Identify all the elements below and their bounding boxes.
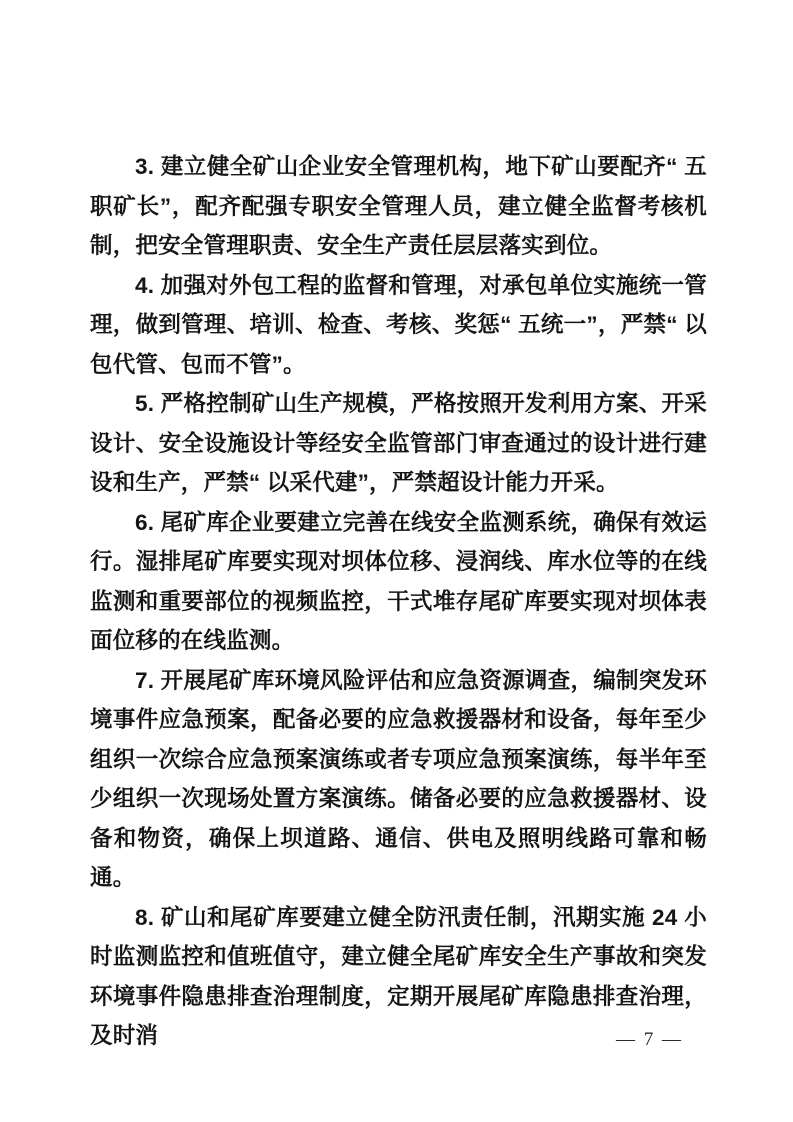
paragraph-8: 8. 矿山和尾矿库要建立健全防汛责任制，汛期实施 24 小时监测监控和值班值守，建立健全尾矿库安全生产事故和突发环境事件隐患排查治理制度，定期开展尾矿库隐患排查治理，及时消 xyxy=(90,904,707,1048)
document-body xyxy=(90,147,707,1056)
paragraph-6: 6. 尾矿库企业要建立完善在线安全监测系统，确保有效运行。湿排尾矿库要实现对坝体位移、浸润线、库水位等的在线监测和重要部位的视频监控，干式堆存尾矿库要实现对坝体表面位移的在线监测。 xyxy=(90,509,707,653)
page-number: — 7 — xyxy=(616,1029,683,1050)
paragraph-5: 5. 严格控制矿山生产规模，严格按照开发利用方案、开采设计、安全设施设计等经安全监管部门审查通过的设计进行建设和生产，严禁“ 以采代建”，严禁超设计能力开采。 xyxy=(90,391,707,495)
paragraph-3: 3. 建立健全矿山企业安全管理机构，地下矿山要配齐“ 五职矿长”，配齐配强专职安全管理人员，建立健全监督考核机制，把安全管理职责、安全生产责任层层落实到位。 xyxy=(90,154,707,258)
paragraph-4: 4. 加强对外包工程的监督和管理，对承包单位实施统一管理，做到管理、培训、检查、考核、奖惩“ 五统一”，严禁“ 以包代管、包而不管”。 xyxy=(90,272,707,377)
paragraph-7: 7. 开展尾矿库环境风险评估和应急资源调查，编制突发环境事件应急预案，配备必要的应急救援器材和设备，每年至少组织一次综合应急预案演练或者专项应急预案演练，每半年至少组织一次现场处置方案演练。储备必要的应急救援器材、设备和物资，确保上坝道路、通信、供电及照明线路可靠和畅通。 xyxy=(90,667,707,890)
